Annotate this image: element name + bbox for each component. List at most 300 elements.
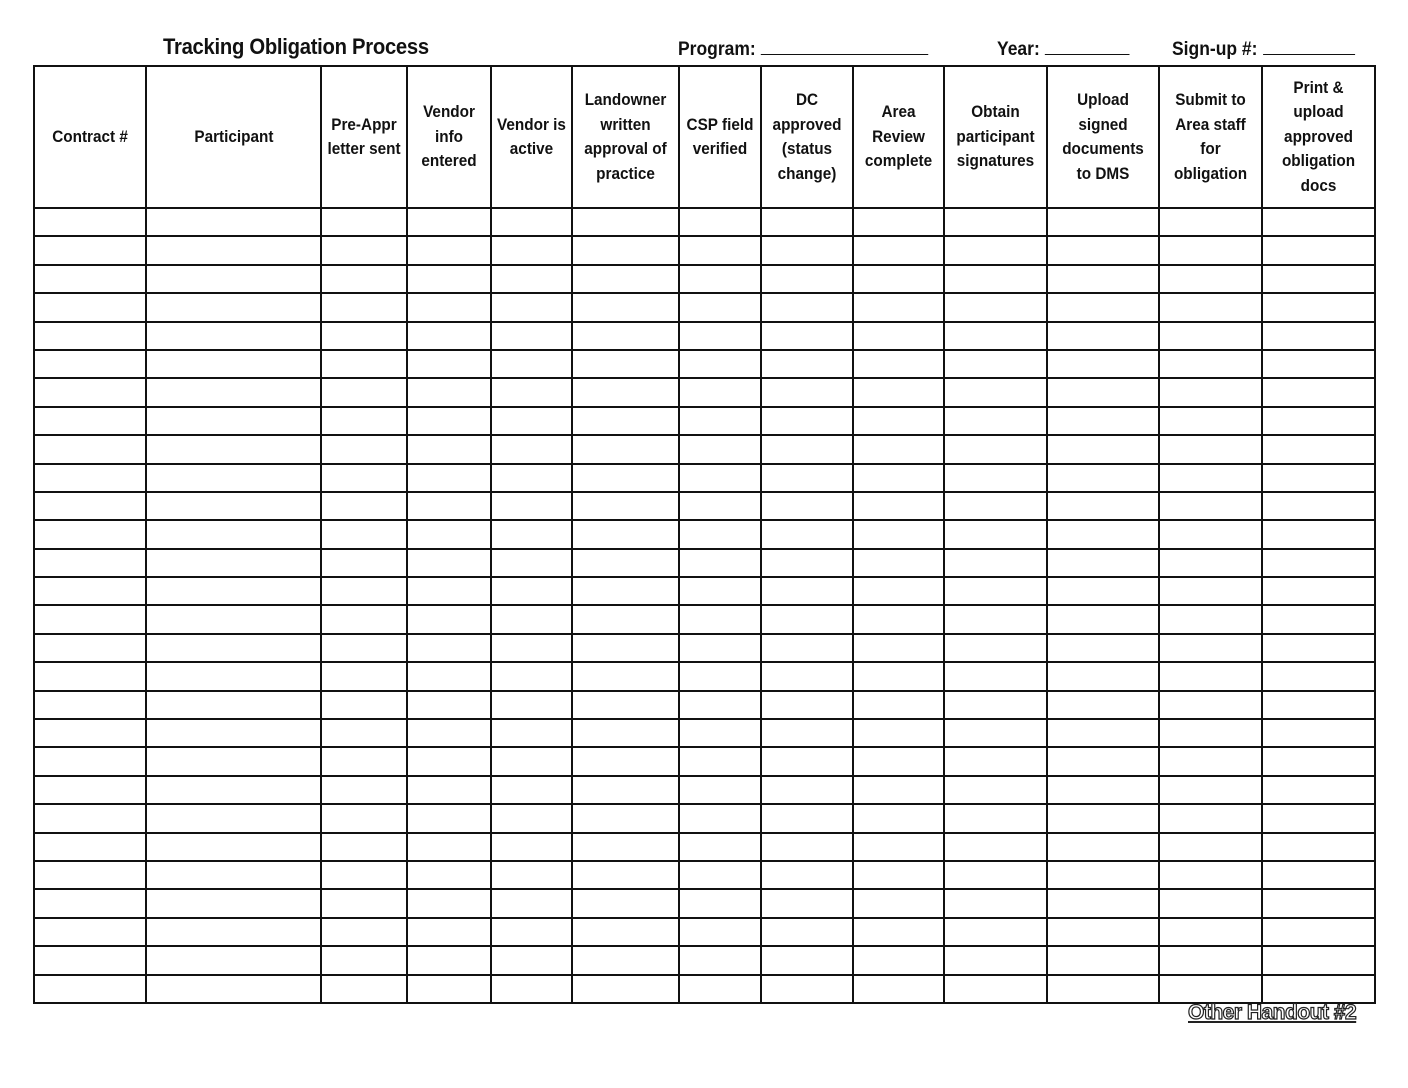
table-cell[interactable] [1047,634,1159,662]
table-cell[interactable] [491,577,572,605]
table-cell[interactable] [572,662,679,690]
table-cell[interactable] [321,804,407,832]
table-cell[interactable] [34,861,146,889]
table-cell[interactable] [146,350,321,378]
table-cell[interactable] [853,946,944,974]
table-cell[interactable] [321,464,407,492]
table-cell[interactable] [572,861,679,889]
table-cell[interactable] [679,293,761,321]
table-cell[interactable] [679,975,761,1003]
table-cell[interactable] [321,265,407,293]
table-cell[interactable] [944,747,1047,775]
table-cell[interactable] [146,975,321,1003]
table-cell[interactable] [321,662,407,690]
table-cell[interactable] [407,322,491,350]
table-cell[interactable] [679,549,761,577]
table-cell[interactable] [407,747,491,775]
table-cell[interactable] [34,492,146,520]
table-cell[interactable] [1159,605,1262,633]
table-cell[interactable] [572,946,679,974]
table-cell[interactable] [761,350,853,378]
table-cell[interactable] [491,691,572,719]
table-cell[interactable] [146,378,321,406]
table-cell[interactable] [572,236,679,264]
table-cell[interactable] [407,236,491,264]
table-cell[interactable] [944,918,1047,946]
table-cell[interactable] [1047,889,1159,917]
table-cell[interactable] [321,492,407,520]
program-blank-line[interactable] [761,38,928,55]
table-cell[interactable] [491,804,572,832]
table-cell[interactable] [146,492,321,520]
table-cell[interactable] [321,577,407,605]
table-cell[interactable] [944,605,1047,633]
table-cell[interactable] [1262,605,1375,633]
table-cell[interactable] [679,833,761,861]
program-field[interactable] [678,38,929,61]
table-cell[interactable] [491,918,572,946]
table-cell[interactable] [761,236,853,264]
table-cell[interactable] [34,208,146,236]
table-cell[interactable] [34,322,146,350]
table-cell[interactable] [572,776,679,804]
table-cell[interactable] [1159,350,1262,378]
table-cell[interactable] [679,662,761,690]
table-cell[interactable] [679,407,761,435]
table-cell[interactable] [146,861,321,889]
table-cell[interactable] [761,691,853,719]
table-cell[interactable] [146,605,321,633]
table-cell[interactable] [944,293,1047,321]
table-cell[interactable] [146,322,321,350]
table-cell[interactable] [407,492,491,520]
table-cell[interactable] [34,634,146,662]
table-cell[interactable] [1262,776,1375,804]
table-cell[interactable] [853,322,944,350]
table-cell[interactable] [321,946,407,974]
table-cell[interactable] [944,464,1047,492]
table-cell[interactable] [853,776,944,804]
table-cell[interactable] [491,208,572,236]
table-cell[interactable] [1047,804,1159,832]
table-cell[interactable] [1159,464,1262,492]
table-cell[interactable] [679,804,761,832]
table-cell[interactable] [491,549,572,577]
table-cell[interactable] [146,577,321,605]
table-cell[interactable] [944,407,1047,435]
table-cell[interactable] [1262,293,1375,321]
table-cell[interactable] [944,833,1047,861]
table-cell[interactable] [679,634,761,662]
table-cell[interactable] [679,520,761,548]
table-cell[interactable] [572,464,679,492]
table-cell[interactable] [1262,407,1375,435]
table-cell[interactable] [1159,861,1262,889]
table-cell[interactable] [34,691,146,719]
table-cell[interactable] [679,747,761,775]
table-cell[interactable] [761,946,853,974]
table-cell[interactable] [34,946,146,974]
table-cell[interactable] [761,634,853,662]
table-cell[interactable] [572,975,679,1003]
table-cell[interactable] [1047,662,1159,690]
table-cell[interactable] [146,208,321,236]
table-cell[interactable] [761,804,853,832]
table-cell[interactable] [407,435,491,463]
table-cell[interactable] [34,577,146,605]
table-cell[interactable] [1047,265,1159,293]
table-cell[interactable] [572,804,679,832]
table-cell[interactable] [761,577,853,605]
table-cell[interactable] [853,549,944,577]
table-cell[interactable] [679,889,761,917]
table-cell[interactable] [1159,946,1262,974]
table-cell[interactable] [1047,776,1159,804]
table-cell[interactable] [679,918,761,946]
table-cell[interactable] [407,208,491,236]
table-cell[interactable] [34,975,146,1003]
table-cell[interactable] [572,605,679,633]
table-cell[interactable] [679,350,761,378]
table-cell[interactable] [1262,492,1375,520]
table-cell[interactable] [491,946,572,974]
table-cell[interactable] [321,747,407,775]
table-cell[interactable] [1262,861,1375,889]
table-cell[interactable] [321,833,407,861]
table-cell[interactable] [761,719,853,747]
table-cell[interactable] [491,662,572,690]
table-cell[interactable] [944,350,1047,378]
table-cell[interactable] [1159,804,1262,832]
table-cell[interactable] [407,889,491,917]
table-cell[interactable] [572,691,679,719]
table-cell[interactable] [944,208,1047,236]
table-cell[interactable] [491,747,572,775]
table-cell[interactable] [491,435,572,463]
table-cell[interactable] [1159,662,1262,690]
table-cell[interactable] [853,492,944,520]
table-cell[interactable] [321,918,407,946]
table-cell[interactable] [853,719,944,747]
table-cell[interactable] [853,975,944,1003]
table-cell[interactable] [853,918,944,946]
table-cell[interactable] [1159,634,1262,662]
table-cell[interactable] [491,350,572,378]
table-cell[interactable] [1159,435,1262,463]
table-cell[interactable] [321,407,407,435]
table-cell[interactable] [1262,208,1375,236]
table-cell[interactable] [679,577,761,605]
table-cell[interactable] [1047,492,1159,520]
table-cell[interactable] [679,208,761,236]
table-cell[interactable] [679,776,761,804]
table-cell[interactable] [146,719,321,747]
table-cell[interactable] [1262,464,1375,492]
table-cell[interactable] [1159,918,1262,946]
table-cell[interactable] [407,776,491,804]
table-cell[interactable] [34,662,146,690]
table-cell[interactable] [1262,322,1375,350]
table-cell[interactable] [853,293,944,321]
table-cell[interactable] [146,265,321,293]
table-cell[interactable] [761,918,853,946]
table-cell[interactable] [146,946,321,974]
table-cell[interactable] [1047,208,1159,236]
table-cell[interactable] [407,378,491,406]
table-cell[interactable] [407,293,491,321]
table-cell[interactable] [146,804,321,832]
table-cell[interactable] [407,662,491,690]
table-cell[interactable] [1159,293,1262,321]
table-cell[interactable] [407,350,491,378]
table-cell[interactable] [944,265,1047,293]
table-cell[interactable] [1047,464,1159,492]
table-cell[interactable] [34,889,146,917]
table-cell[interactable] [1047,691,1159,719]
table-cell[interactable] [491,492,572,520]
table-cell[interactable] [1262,520,1375,548]
table-cell[interactable] [146,549,321,577]
table-cell[interactable] [572,918,679,946]
table-cell[interactable] [761,322,853,350]
table-cell[interactable] [34,833,146,861]
table-cell[interactable] [761,435,853,463]
table-cell[interactable] [853,407,944,435]
table-cell[interactable] [679,492,761,520]
table-cell[interactable] [1047,747,1159,775]
table-cell[interactable] [944,946,1047,974]
table-cell[interactable] [407,464,491,492]
table-cell[interactable] [853,861,944,889]
table-cell[interactable] [853,833,944,861]
table-cell[interactable] [321,719,407,747]
table-cell[interactable] [572,208,679,236]
table-cell[interactable] [407,946,491,974]
signup-field[interactable] [1172,38,1355,61]
table-cell[interactable] [1047,577,1159,605]
table-cell[interactable] [1262,691,1375,719]
table-cell[interactable] [34,378,146,406]
table-cell[interactable] [491,378,572,406]
table-cell[interactable] [407,833,491,861]
table-cell[interactable] [853,747,944,775]
table-cell[interactable] [761,605,853,633]
table-cell[interactable] [1159,975,1262,1003]
table-cell[interactable] [1159,577,1262,605]
table-cell[interactable] [407,804,491,832]
table-cell[interactable] [1047,236,1159,264]
table-cell[interactable] [944,577,1047,605]
table-cell[interactable] [944,889,1047,917]
table-cell[interactable] [761,975,853,1003]
table-cell[interactable] [34,435,146,463]
table-cell[interactable] [146,435,321,463]
table-cell[interactable] [407,861,491,889]
table-cell[interactable] [407,634,491,662]
table-cell[interactable] [1047,918,1159,946]
table-cell[interactable] [321,236,407,264]
table-cell[interactable] [944,322,1047,350]
table-cell[interactable] [146,918,321,946]
table-cell[interactable] [853,804,944,832]
table-cell[interactable] [34,918,146,946]
table-cell[interactable] [321,605,407,633]
table-cell[interactable] [679,322,761,350]
table-cell[interactable] [853,435,944,463]
table-cell[interactable] [1159,719,1262,747]
table-cell[interactable] [491,236,572,264]
table-cell[interactable] [1047,435,1159,463]
table-cell[interactable] [1159,833,1262,861]
table-cell[interactable] [761,492,853,520]
table-cell[interactable] [679,605,761,633]
table-cell[interactable] [761,889,853,917]
table-cell[interactable] [1262,577,1375,605]
table-cell[interactable] [491,975,572,1003]
table-cell[interactable] [146,691,321,719]
table-cell[interactable] [1262,662,1375,690]
table-cell[interactable] [679,464,761,492]
table-cell[interactable] [1047,322,1159,350]
table-cell[interactable] [1047,378,1159,406]
table-cell[interactable] [1262,634,1375,662]
table-cell[interactable] [1262,747,1375,775]
table-cell[interactable] [491,776,572,804]
table-cell[interactable] [321,889,407,917]
table-cell[interactable] [321,861,407,889]
table-cell[interactable] [1047,407,1159,435]
table-cell[interactable] [944,492,1047,520]
table-cell[interactable] [572,833,679,861]
table-cell[interactable] [321,975,407,1003]
table-cell[interactable] [146,833,321,861]
table-cell[interactable] [146,236,321,264]
table-cell[interactable] [679,265,761,293]
table-cell[interactable] [679,378,761,406]
table-cell[interactable] [572,634,679,662]
table-cell[interactable] [944,975,1047,1003]
table-cell[interactable] [34,265,146,293]
table-cell[interactable] [679,435,761,463]
table-cell[interactable] [491,833,572,861]
table-cell[interactable] [572,350,679,378]
table-cell[interactable] [146,662,321,690]
table-cell[interactable] [491,293,572,321]
table-cell[interactable] [491,464,572,492]
table-cell[interactable] [321,208,407,236]
table-cell[interactable] [944,776,1047,804]
table-cell[interactable] [1047,946,1159,974]
table-cell[interactable] [1047,549,1159,577]
table-cell[interactable] [944,435,1047,463]
table-cell[interactable] [761,776,853,804]
table-cell[interactable] [491,719,572,747]
table-cell[interactable] [491,605,572,633]
table-cell[interactable] [761,265,853,293]
table-cell[interactable] [761,208,853,236]
table-cell[interactable] [853,577,944,605]
table-cell[interactable] [572,719,679,747]
table-cell[interactable] [491,634,572,662]
year-field[interactable] [997,38,1130,61]
table-cell[interactable] [407,407,491,435]
table-cell[interactable] [853,208,944,236]
table-cell[interactable] [853,350,944,378]
table-cell[interactable] [572,520,679,548]
table-cell[interactable] [34,407,146,435]
year-blank-line[interactable] [1045,38,1130,55]
table-cell[interactable] [572,322,679,350]
table-cell[interactable] [1159,265,1262,293]
table-cell[interactable] [407,975,491,1003]
table-cell[interactable] [679,691,761,719]
table-cell[interactable] [146,293,321,321]
table-cell[interactable] [572,378,679,406]
table-cell[interactable] [761,549,853,577]
table-cell[interactable] [407,265,491,293]
table-cell[interactable] [34,520,146,548]
table-cell[interactable] [146,464,321,492]
table-cell[interactable] [944,549,1047,577]
table-cell[interactable] [321,691,407,719]
table-cell[interactable] [34,464,146,492]
table-cell[interactable] [1262,975,1375,1003]
table-cell[interactable] [572,577,679,605]
table-cell[interactable] [1047,520,1159,548]
table-cell[interactable] [572,407,679,435]
table-cell[interactable] [321,435,407,463]
table-cell[interactable] [853,889,944,917]
table-cell[interactable] [1159,747,1262,775]
table-cell[interactable] [34,350,146,378]
table-cell[interactable] [1047,350,1159,378]
table-cell[interactable] [1159,691,1262,719]
table-cell[interactable] [944,378,1047,406]
table-cell[interactable] [1262,549,1375,577]
table-cell[interactable] [1159,322,1262,350]
table-cell[interactable] [146,747,321,775]
table-cell[interactable] [407,577,491,605]
table-cell[interactable] [34,804,146,832]
table-cell[interactable] [1262,719,1375,747]
table-cell[interactable] [34,776,146,804]
table-cell[interactable] [572,549,679,577]
table-cell[interactable] [1262,918,1375,946]
table-cell[interactable] [491,861,572,889]
table-cell[interactable] [944,634,1047,662]
table-cell[interactable] [1262,889,1375,917]
table-cell[interactable] [853,691,944,719]
table-cell[interactable] [1047,861,1159,889]
table-cell[interactable] [761,407,853,435]
table-cell[interactable] [1047,605,1159,633]
table-cell[interactable] [572,435,679,463]
table-cell[interactable] [1159,378,1262,406]
table-cell[interactable] [146,634,321,662]
table-cell[interactable] [572,293,679,321]
table-cell[interactable] [1159,407,1262,435]
table-cell[interactable] [34,549,146,577]
table-cell[interactable] [1159,889,1262,917]
table-cell[interactable] [34,605,146,633]
table-cell[interactable] [1159,492,1262,520]
table-cell[interactable] [1047,293,1159,321]
table-cell[interactable] [853,378,944,406]
table-cell[interactable] [1159,236,1262,264]
table-cell[interactable] [761,833,853,861]
table-cell[interactable] [491,322,572,350]
table-cell[interactable] [146,889,321,917]
